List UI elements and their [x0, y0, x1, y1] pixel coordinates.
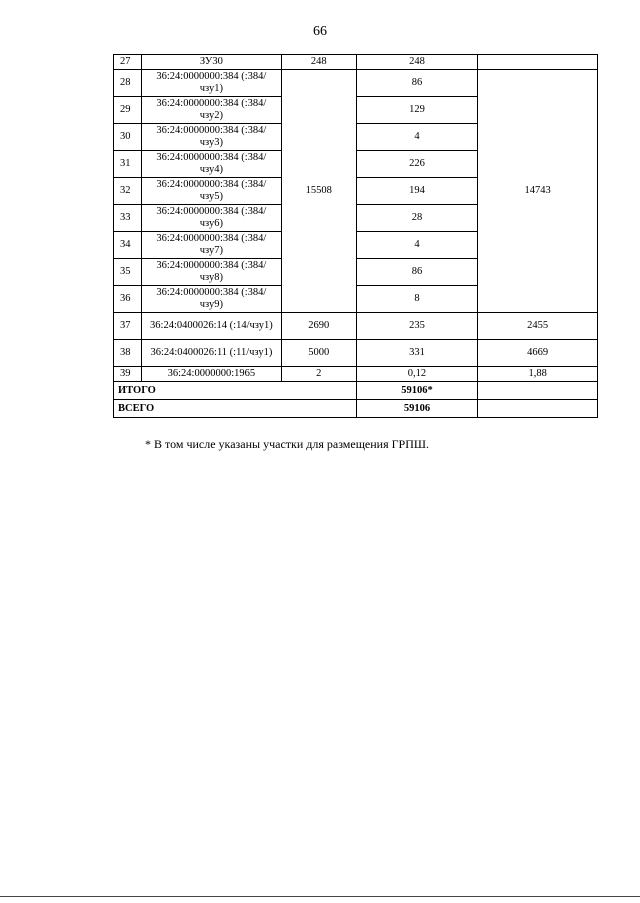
table-row — [114, 313, 598, 340]
table-row — [114, 367, 598, 382]
part-area: 248 — [356, 55, 478, 70]
total-area-merged: 15508 — [281, 70, 356, 313]
rest-area: 4669 — [478, 340, 598, 367]
total-area: 2 — [281, 367, 356, 382]
part-area: 28 — [356, 205, 478, 232]
rest-area: 2455 — [478, 313, 598, 340]
part-area: 235 — [356, 313, 478, 340]
parcel-id: 36:24:0000000:384 (:384/чзу1) — [141, 70, 281, 97]
row-number: 30 — [114, 124, 142, 151]
rest-area-merged: 14743 — [478, 70, 598, 313]
vsego-empty — [478, 400, 598, 418]
row-number: 32 — [114, 178, 142, 205]
table-row — [114, 55, 598, 70]
parcel-id: 36:24:0000000:384 (:384/чзу5) — [141, 178, 281, 205]
rest-area — [478, 55, 598, 70]
parcel-id: 36:24:0400026:11 (:11/чзу1) — [141, 340, 281, 367]
vsego-row — [114, 400, 598, 418]
total-area: 248 — [281, 55, 356, 70]
row-number: 33 — [114, 205, 142, 232]
part-area: 8 — [356, 286, 478, 313]
row-number: 28 — [114, 70, 142, 97]
vsego-value: 59106 — [356, 400, 478, 418]
row-number: 27 — [114, 55, 142, 70]
part-area: 4 — [356, 232, 478, 259]
parcel-id: 36:24:0000000:384 (:384/чзу6) — [141, 205, 281, 232]
itogo-row — [114, 382, 598, 400]
row-number: 37 — [114, 313, 142, 340]
parcel-id: 36:24:0000000:384 (:384/чзу3) — [141, 124, 281, 151]
parcel-id: 36:24:0400026:14 (:14/чзу1) — [141, 313, 281, 340]
part-area: 4 — [356, 124, 478, 151]
row-number: 34 — [114, 232, 142, 259]
row-number: 38 — [114, 340, 142, 367]
row-number: 36 — [114, 286, 142, 313]
part-area: 0,12 — [356, 367, 478, 382]
page-number: 66 — [313, 24, 327, 39]
table-row — [114, 340, 598, 367]
part-area: 226 — [356, 151, 478, 178]
part-area: 86 — [356, 70, 478, 97]
land-parcels-table — [113, 54, 598, 418]
parcel-id: 36:24:0000000:1965 — [141, 367, 281, 382]
row-number: 35 — [114, 259, 142, 286]
total-area: 2690 — [281, 313, 356, 340]
parcel-id: 36:24:0000000:384 (:384/чзу2) — [141, 97, 281, 124]
parcel-id: 36:24:0000000:384 (:384/чзу8) — [141, 259, 281, 286]
row-number: 39 — [114, 367, 142, 382]
vsego-label: ВСЕГО — [114, 400, 357, 418]
parcel-id: 36:24:0000000:384 (:384/чзу7) — [141, 232, 281, 259]
part-area: 331 — [356, 340, 478, 367]
parcel-id: 36:24:0000000:384 (:384/чзу4) — [141, 151, 281, 178]
itogo-label: ИТОГО — [114, 382, 357, 400]
row-number: 29 — [114, 97, 142, 124]
itogo-value: 59106* — [356, 382, 478, 400]
parcel-id: 36:24:0000000:384 (:384/чзу9) — [141, 286, 281, 313]
part-area: 129 — [356, 97, 478, 124]
total-area: 5000 — [281, 340, 356, 367]
rest-area: 1,88 — [478, 367, 598, 382]
scan-edge-line — [0, 896, 640, 897]
table-row — [114, 70, 598, 97]
row-number: 31 — [114, 151, 142, 178]
parcel-id: ЗУ30 — [141, 55, 281, 70]
part-area: 86 — [356, 259, 478, 286]
part-area: 194 — [356, 178, 478, 205]
footnote: * В том числе указаны участки для размещения ГРПШ. — [145, 437, 430, 451]
itogo-empty — [478, 382, 598, 400]
